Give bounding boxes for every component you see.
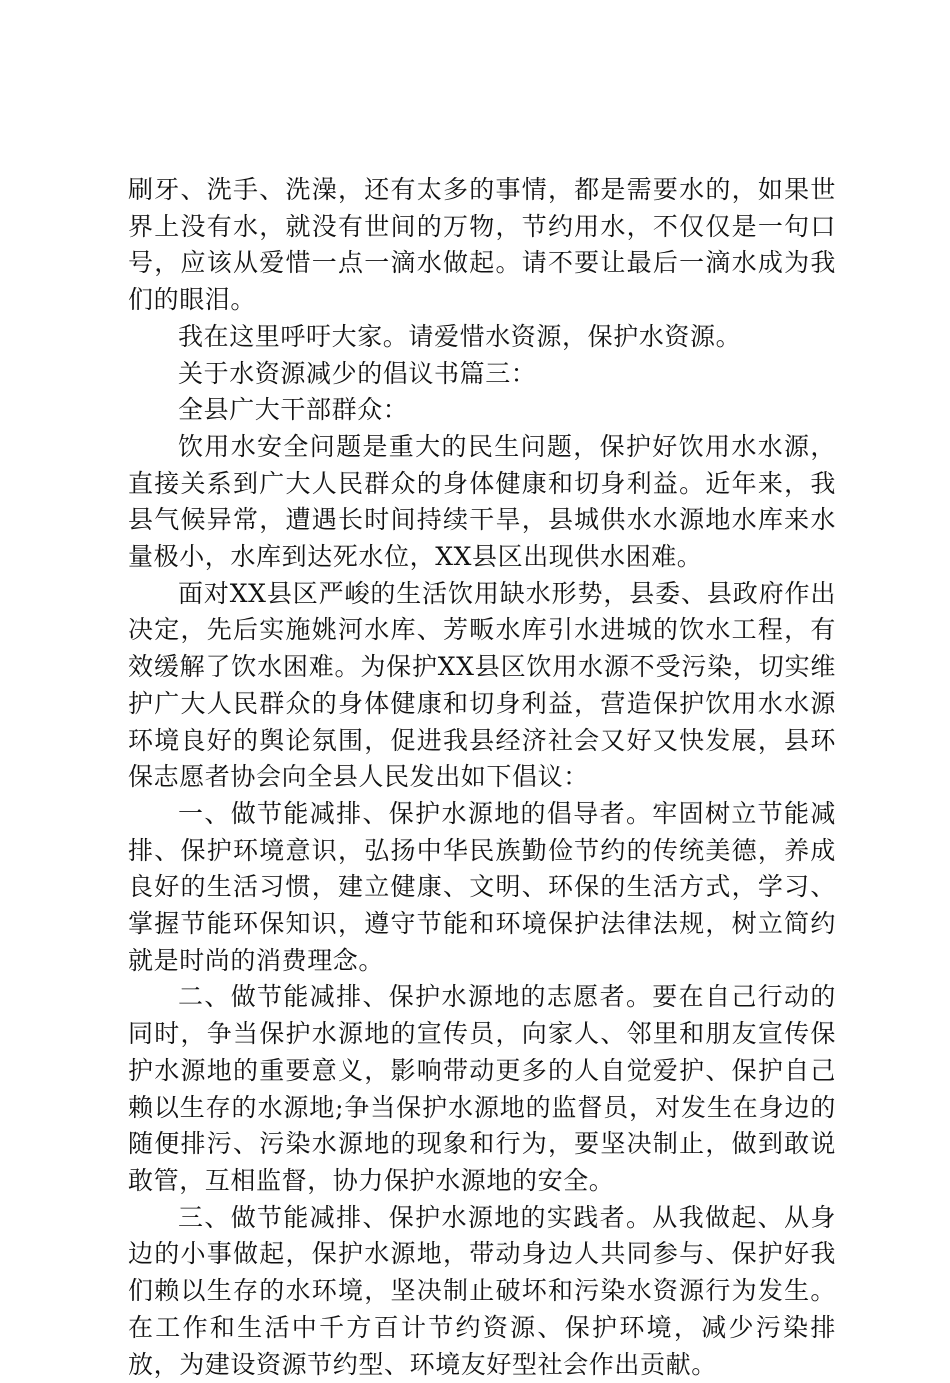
salutation: 全县广大干部群众： <box>178 395 409 425</box>
paragraph-continuation: 刷牙、洗手、洗澡，还有太多的事情，都是需要水的，如果世界上没有水，就没有世间的万物，节约用水，不仅仅是一句口号，应该从爱惜一点一滴水做起。请不要让最后一滴水成为我们的眼泪。 <box>128 175 836 315</box>
document-body <box>128 172 836 1383</box>
paragraph-appeal: 我在这里呼吁大家。请爱惜水资源，保护水资源。 <box>178 321 742 351</box>
paragraph-intro: 饮用水安全问题是重大的民生问题，保护好饮用水水源，直接关系到广大人民群众的身体健康和切身利益。近年来，我县气候异常，遭遇长时间持续干旱，县城供水水源地水库来水量极小，水库到达死水位，XX县区出现供水困难。 <box>128 431 836 572</box>
paragraph-background: 面对XX县区严峻的生活饮用缺水形势，县委、县政府作出决定，先后实施姚河水库、芳畈水库引水进城的饮水工程，有效缓解了饮水困难。为保护XX县区饮用水源不受污染，切实维护广大人民群众的身体健康和切身利益，营造保护饮用水水源环境良好的舆论氛围，促进我县经济社会又好又快发展，县环保志愿者协会向全县人民发出如下倡议： <box>128 578 836 792</box>
proposal-item-2: 二、做节能减排、保护水源地的志愿者。要在自己行动的同时，争当保护水源地的宣传员，向家人、邻里和朋友宣传保护水源地的重要意义，影响带动更多的人自觉爱护、保护自己赖以生存的水源地;争当保护水源地的监督员，对发生在身边的随便排污、污染水源地的现象和行为，要坚决制止，做到敢说敢管，互相监督，协力保护水源地的安全。 <box>128 982 836 1195</box>
section-title: 关于水资源减少的倡议书篇三： <box>178 358 537 388</box>
proposal-item-3: 三、做节能减排、保护水源地的实践者。从我做起、从身边的小事做起，保护水源地，带动身边人共同参与、保护好我们赖以生存的水环境，坚决制止破坏和污染水资源行为发生。在工作和生活中千方百计节约资源、保护环境，减少污染排放，为建设资源节约型、环境友好型社会作出贡献。 <box>128 1202 836 1379</box>
proposal-item-1: 一、做节能减排、保护水源地的倡导者。牢固树立节能减排、保护环境意识，弘扬中华民族勤俭节约的传统美德，养成良好的生活习惯，建立健康、文明、环保的生活方式，学习、掌握节能环保知识，遵守节能和环境保护法律法规，树立简约就是时尚的消费理念。 <box>128 798 836 975</box>
